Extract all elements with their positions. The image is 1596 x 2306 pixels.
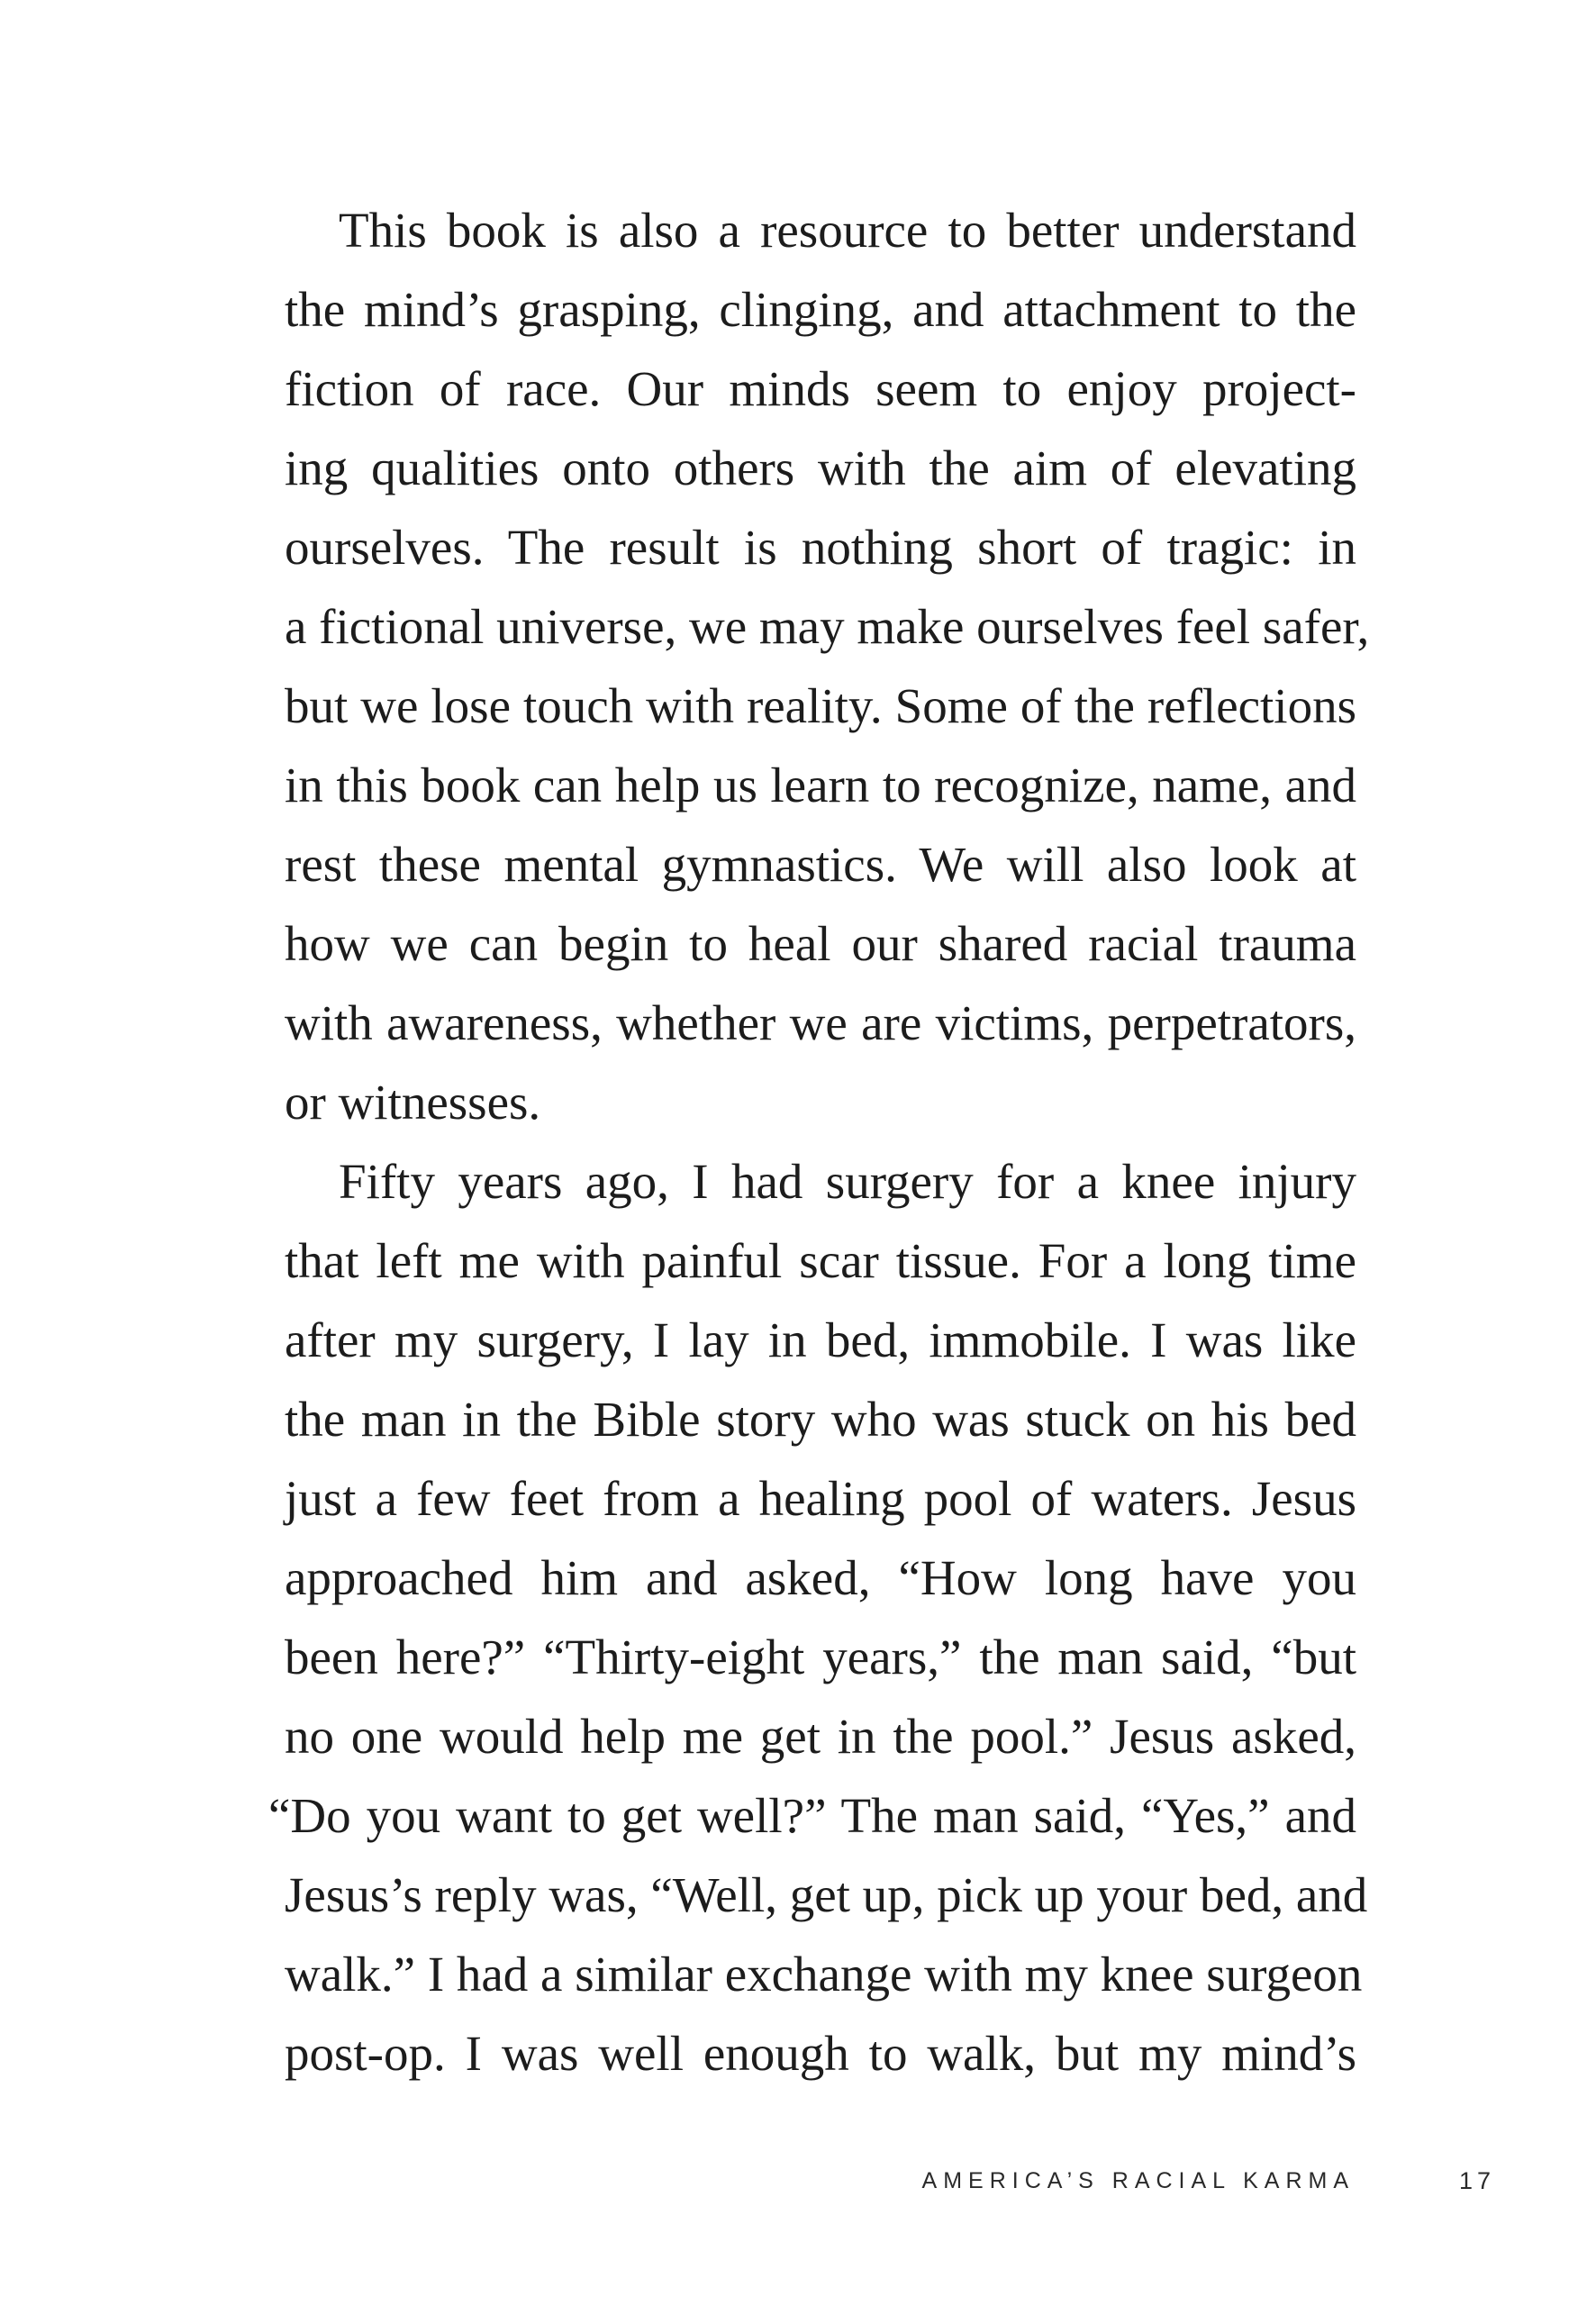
text-line: Fifty years ago, I had surgery for a knee injury (339, 1154, 1356, 1209)
text-line: post-op. I was well enough to walk, but my mind’s (285, 2026, 1356, 2081)
text-line: just a few feet from a healing pool of waters. Jesus (285, 1471, 1356, 1526)
paragraph-2 (268, 1142, 1368, 2093)
paragraph-1 (285, 191, 1370, 1142)
text-line: “Do you want to get well?” The man said, “Yes,” and (268, 1788, 1356, 1843)
text-line: been here?” “Thirty-eight years,” the man said, “but (285, 1630, 1356, 1684)
text-line: the mind’s grasping, clinging, and attachment to the (285, 282, 1356, 337)
text-line: that left me with painful scar tissue. For a long time (285, 1233, 1356, 1288)
text-line: after my surgery, I lay in bed, immobile. I was like (285, 1312, 1356, 1367)
text-line: how we can begin to heal our shared racial trauma (285, 916, 1356, 971)
text-line: approached him and asked, “How long have you (285, 1550, 1356, 1605)
text-line: rest these mental gymnastics. We will also look at (285, 837, 1356, 892)
text-line: no one would help me get in the pool.” Jesus asked, (285, 1709, 1356, 1764)
text-line: but we lose touch with reality. Some of the reflections (285, 678, 1356, 733)
text-line: walk.” I had a similar exchange with my knee surgeon (285, 1947, 1363, 2002)
text-line: ing qualities onto others with the aim of elevating (285, 440, 1356, 495)
text-line: with awareness, whether we are victims, perpetrators, (285, 995, 1356, 1050)
text-line: or witnesses. (285, 1075, 541, 1130)
text-line: ourselves. The result is nothing short of tragic: in (285, 520, 1356, 575)
text-line: a fictional universe, we may make ourselves feel safer, (285, 599, 1370, 654)
text-line: in this book can help us learn to recognize, name, and (285, 758, 1356, 813)
text-line: fiction of race. Our minds seem to enjoy project- (285, 361, 1356, 416)
text-line: the man in the Bible story who was stuck on his bed (285, 1392, 1356, 1447)
page-number: 17 (1459, 2167, 1496, 2194)
body-text (268, 191, 1370, 2093)
text-line: This book is also a resource to better understand (339, 203, 1356, 258)
text-line: Jesus’s reply was, “Well, get up, pick up your bed, and (285, 1867, 1368, 1922)
running-head: AMERICA’S RACIAL KARMA (921, 2168, 1355, 2193)
page-footer (0, 2158, 1596, 2203)
